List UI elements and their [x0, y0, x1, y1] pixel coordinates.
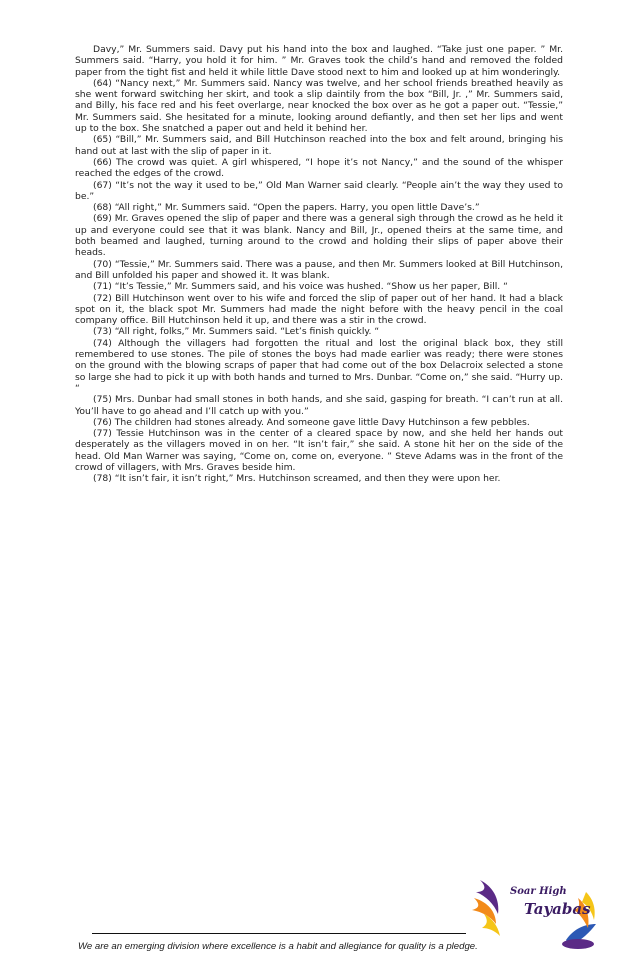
paragraph-74: (74) Although the villagers had forgotten the ritual and lost the original black box, they still remembered to use stones. The pile of stones the boys had made earlier was ready; there were stones on the ground with the blowing scraps of paper that had come out of the box Delacroix selected a stone so large she had to pick it up with both hands and turned to Mrs. Dunbar. “Come on,” she said. “Hurry up. “	[75, 337, 563, 394]
paragraph-70: (70) “Tessie,” Mr. Summers said. There was a pause, and then Mr. Summers looked at Bill Hutchinson, and Bill unfolded his paper and showed it. It was blank.	[75, 258, 563, 281]
paragraph-68: (68) “All right,” Mr. Summers said. “Open the papers. Harry, you open little Dave’s.”	[93, 202, 480, 214]
paragraph-73: (73) “All right, folks,” Mr. Summers said. “Let’s finish quickly. “	[93, 326, 380, 338]
paragraph-66: (66) The crowd was quiet. A girl whispered, “I hope it’s not Nancy,” and the sound of the whisper reached the edges of the crowd.	[75, 156, 563, 180]
paragraph-64: (64) “Nancy next,” Mr. Summers said. Nancy was twelve, and her school friends breathed heavily as she went forward switching her skirt, and took a slip daintily from the box “Bill, Jr. ,” Mr. Summers said, and Billy, his face red and his feet overlarge, near knocked the box over as he got a paper out. “Tessie,” Mr. Summers said. She hesitated for a minute, looking around defiantly, and then set her lips and went up to the box. She snatched a paper out and held it behind her.	[75, 77, 563, 135]
paragraph-continuation: Davy,” Mr. Summers said. Davy put his hand into the box and laughed. “Take just one paper. ” Mr. Summers said. “Harry, you hold it for him. ” Mr. Graves took the child’s hand and removed the folded paper from the tight fist and held it while little Dave stood next to him and looked up at him wonderingly.	[75, 44, 563, 78]
paragraph-65: (65) “Bill,” Mr. Summers said, and Bill Hutchinson reached into the box and felt around, bringing his hand out at last with the slip of paper in it.	[75, 134, 563, 157]
logo-line-1: Soar High	[510, 886, 567, 897]
paragraph-69: (69) Mr. Graves opened the slip of paper and there was a general sigh through the crowd as he held it up and everyone could see that it was blank. Nancy and Bill, Jr., opened theirs at the same time, and both beamed and laughed, turning around to the crowd and holding their slips of paper above their heads.	[75, 213, 563, 259]
division-logo	[470, 874, 600, 954]
footer-divider	[92, 933, 466, 934]
paragraph-71: (71) “It’s Tessie,” Mr. Summers said, and his voice was hushed. “Show us her paper, Bill. “	[93, 281, 508, 293]
page-body	[75, 44, 563, 485]
logo-line-2: Tayabas	[524, 900, 591, 918]
paragraph-77: (77) Tessie Hutchinson was in the center of a cleared space by now, and she held her hands out desperately as the villagers moved in on her. “It isn’t fair,” she said. A stone hit her on the side of the head. Old Man Warner was saying, “Come on, come on, everyone. ” Steve Adams was in the front of the crowd of villagers, with Mrs. Graves beside him.	[75, 428, 563, 473]
footer-tagline: We are an emerging division where excellence is a habit and allegiance for quality is a pledge.	[78, 941, 478, 952]
paragraph-75: (75) Mrs. Dunbar had small stones in both hands, and she said, gasping for breath. “I can’t run at all. You’ll have to go ahead and I’ll catch up with you.”	[75, 394, 563, 417]
paragraph-78: (78) “It isn’t fair, it isn’t right,” Mrs. Hutchinson screamed, and then they were upon her.	[93, 473, 501, 485]
paragraph-72: (72) Bill Hutchinson went over to his wife and forced the slip of paper out of her hand. It had a black spot on it, the black spot Mr. Summers had made the night before with the heavy pencil in the coal company office. Bill Hutchinson held it up, and there was a stir in the crowd.	[75, 292, 563, 327]
paragraph-76: (76) The children had stones already. And someone gave little Davy Hutchinson a few pebbles.	[93, 416, 530, 428]
paragraph-67: (67) “It’s not the way it used to be,” Old Man Warner said clearly. “People ain’t the way they used to be.”	[75, 179, 563, 202]
